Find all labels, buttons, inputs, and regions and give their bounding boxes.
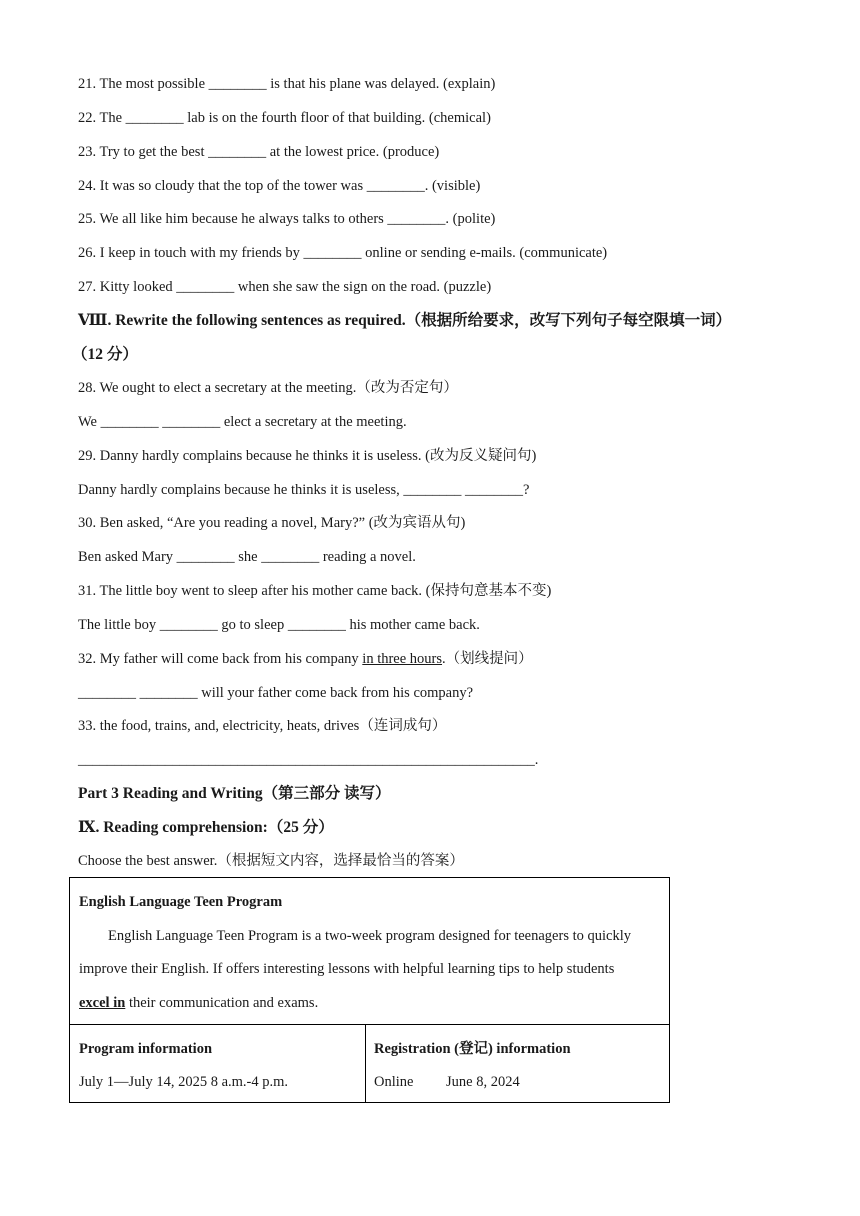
registration-info-heading: Registration (登记) information (374, 1041, 571, 1057)
question-33: 33. the food, trains, and, electricity, heats, drives（连词成句） (78, 718, 447, 734)
answer-33: _______________________________________________________________. (78, 752, 539, 768)
program-para-line-3 (79, 993, 318, 1013)
program-para-line-3-rest: their communication and exams. (125, 995, 319, 1011)
question-32-start: 32. My father will come back from his company (78, 651, 363, 667)
question-32 (78, 649, 533, 669)
program-dates: July 1—July 14, 2025 8 a.m.-4 p.m. (79, 1074, 289, 1090)
registration-info-cell (366, 1025, 669, 1102)
registration-date: June 8, 2024 (446, 1074, 520, 1090)
program-title: English Language Teen Program (79, 894, 283, 910)
program-para-line-1: English Language Teen Program is a two-week program designed for teenagers to quickly (108, 928, 631, 944)
registration-online: Online (374, 1074, 414, 1090)
program-info-cell (70, 1025, 366, 1102)
question-32-end: .（划线提问） (442, 651, 533, 667)
section-8-score: （12 分） (72, 346, 138, 363)
question-29: 29. Danny hardly complains because he thinks it is useless. (改为反义疑问句) (78, 448, 537, 464)
question-31: 31. The little boy went to sleep after his mother came back. (保持句意基本不变) (78, 583, 552, 599)
answer-29: Danny hardly complains because he thinks it is useless, ________ ________? (78, 482, 530, 498)
part-3-title: Part 3 Reading and Writing（第三部分 读写） (78, 785, 391, 802)
question-27: 27. Kitty looked ________ when she saw the sign on the road. (puzzle) (78, 279, 492, 295)
program-table (69, 877, 670, 1103)
answer-28: We ________ ________ elect a secretary at the meeting. (78, 414, 407, 430)
answer-30: Ben asked Mary ________ she ________ reading a novel. (78, 549, 416, 565)
section-8-title: Ⅷ. Rewrite the following sentences as required.（根据所给要求，改写下列句子每空限填一词） (78, 312, 732, 329)
instruction: Choose the best answer.（根据短文内容，选择最恰当的答案） (78, 853, 464, 869)
excel-in-underlined: excel in (79, 995, 126, 1011)
question-23: 23. Try to get the best ________ at the lowest price. (produce) (78, 144, 440, 160)
program-info-heading: Program information (79, 1041, 213, 1057)
program-para-line-2: improve their English. If offers interesting lessons with helpful learning tips to help students (79, 961, 615, 977)
question-24: 24. It was so cloudy that the top of the tower was ________. (visible) (78, 178, 481, 194)
question-30: 30. Ben asked, “Are you reading a novel, Mary?” (改为宾语从句) (78, 515, 466, 531)
answer-31: The little boy ________ go to sleep ________ his mother came back. (78, 617, 480, 633)
answer-32: ________ ________ will your father come back from his company? (78, 685, 474, 701)
question-21: 21. The most possible ________ is that his plane was delayed. (explain) (78, 76, 496, 92)
question-22: 22. The ________ lab is on the fourth floor of that building. (chemical) (78, 110, 491, 126)
section-9-title: Ⅸ. Reading comprehension:（25 分） (78, 819, 334, 836)
program-description-cell (70, 878, 669, 1025)
question-26: 26. I keep in touch with my friends by ________ online or sending e-mails. (communicate) (78, 245, 608, 261)
question-28: 28. We ought to elect a secretary at the meeting.（改为否定句） (78, 380, 458, 396)
question-25: 25. We all like him because he always talks to others ________. (polite) (78, 211, 496, 227)
question-32-underlined: in three hours (362, 651, 443, 667)
